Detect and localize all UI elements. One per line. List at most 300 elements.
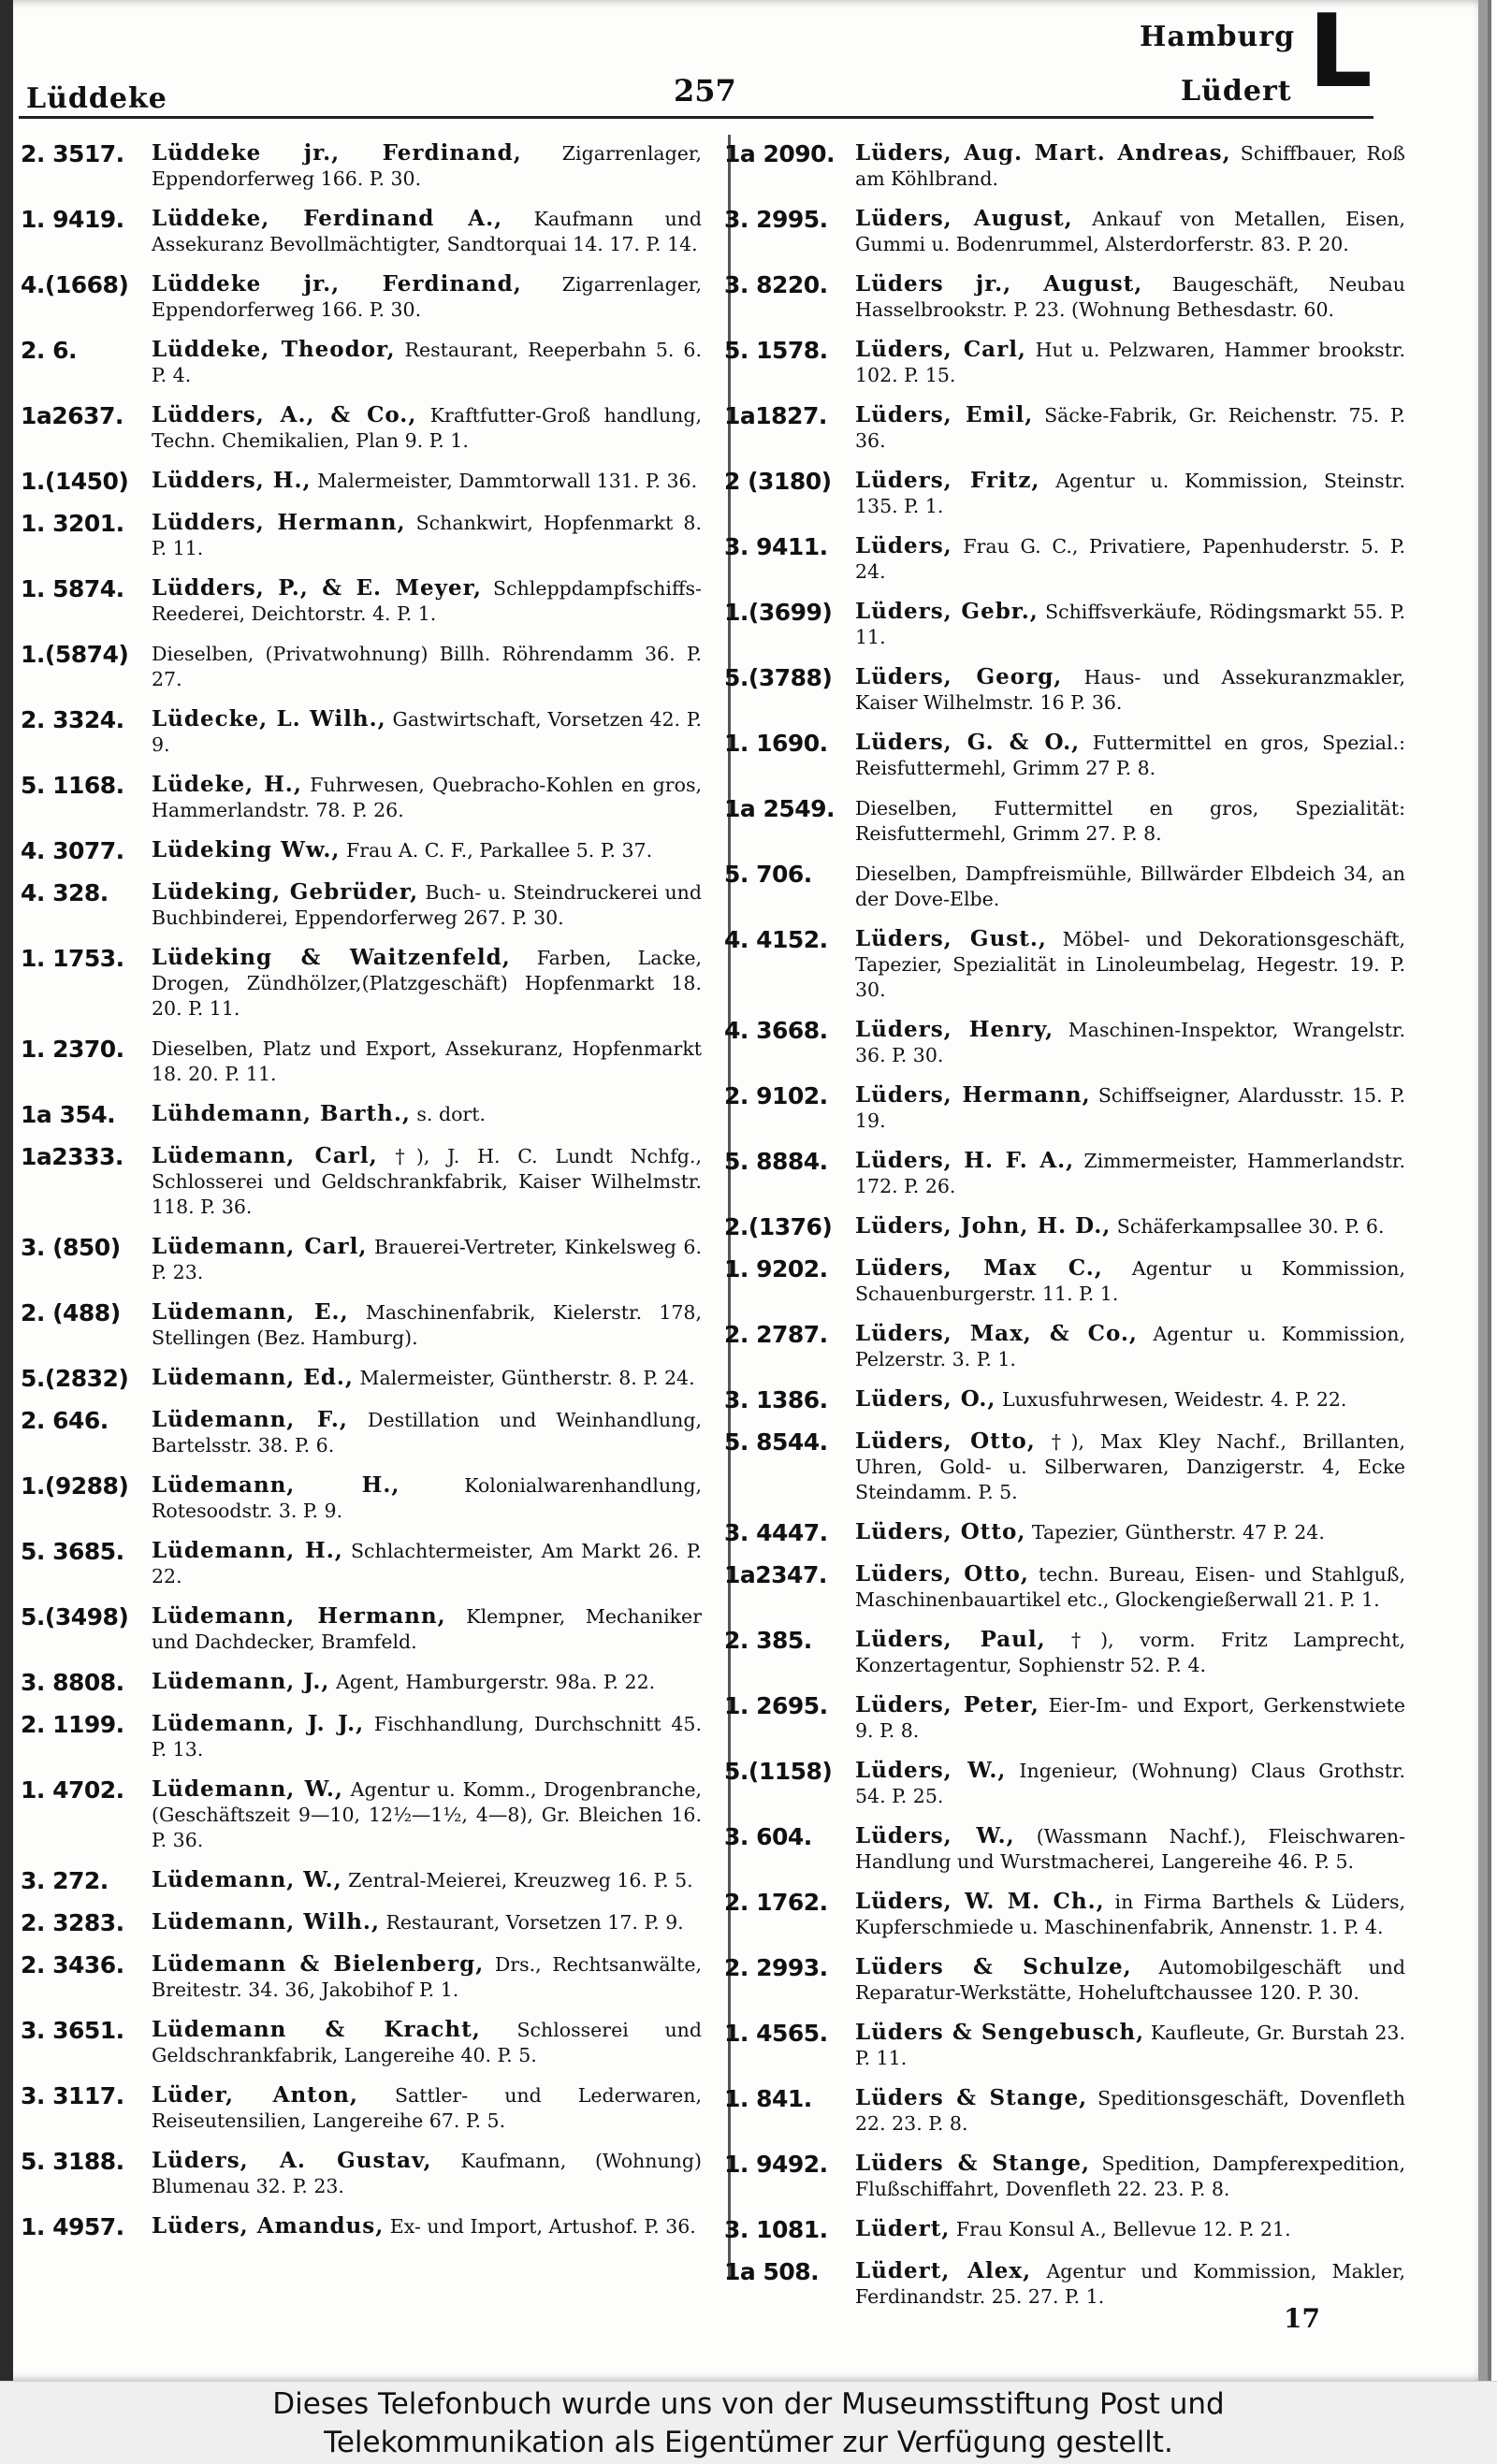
directory-entry — [21, 468, 702, 496]
entry-details: Frau A. C. F., Parkallee 5. P. 37. — [345, 839, 653, 862]
entry-body — [152, 945, 702, 1022]
entry-details: Ingenieur, (Wohnung) Claus Grothstr. 54. P. 25. — [855, 1760, 1405, 1807]
phone-number: 1a2347. — [724, 1561, 827, 1588]
directory-entry — [724, 1954, 1405, 2006]
directory-entry — [21, 1234, 702, 1285]
entry-body — [152, 1472, 702, 1524]
entry-details: Luxusfuhrwesen, Weidestr. 4. P. 22. — [1001, 1388, 1347, 1411]
directory-entry — [21, 1472, 702, 1524]
right-column — [724, 140, 1405, 2308]
entry-details: Zigarrenlager, Eppendorferweg 166. P. 30. — [152, 142, 702, 190]
entry-body — [855, 2085, 1405, 2137]
subscriber-name: Lüdemann, F., — [152, 1407, 348, 1432]
phone-number: 3. 1386. — [724, 1386, 828, 1413]
subscriber-name: Lüders, Aug. Mart. Andreas, — [855, 140, 1231, 166]
phone-number: 4. 4152. — [724, 926, 828, 953]
entry-details: Kaufmann, (Wohnung) Blumenau 32. P. 23. — [152, 2150, 702, 2197]
entry-details: Dieselben, Platz und Export, Assekuranz, Hopfenmarkt 18. 20. P. 11. — [152, 1037, 702, 1085]
directory-entry — [724, 730, 1405, 781]
directory-entry — [21, 879, 702, 931]
entry-details: Schankwirt, Hopfenmarkt 8. P. 11. — [152, 512, 702, 559]
subscriber-name: Lüdders, Hermann, — [152, 510, 406, 535]
directory-entry — [724, 795, 1405, 847]
directory-entry — [724, 402, 1405, 454]
entry-body — [855, 402, 1405, 454]
phone-number: 1. 9492. — [724, 2151, 828, 2178]
subscriber-name: Lüdemann, H., — [152, 1538, 343, 1563]
entry-details: Möbel- und Dekorationsgeschäft, Tapezier, Spezialität in Linoleumbelag, Hegestr. 19. P. 30. — [855, 928, 1405, 1001]
directory-entry — [21, 1143, 702, 1220]
entry-body — [855, 1823, 1405, 1875]
phone-number: 1. 1753. — [21, 945, 124, 972]
entry-body — [855, 468, 1405, 519]
phone-number: 3. 604. — [724, 1823, 812, 1850]
entry-details: Kaufleute, Gr. Burstah 23. P. 11. — [855, 2022, 1405, 2069]
subscriber-name: Lüdders, P., & E. Meyer, — [152, 575, 483, 601]
directory-entry — [21, 1538, 702, 1589]
phone-number: 1. 2370. — [21, 1036, 124, 1063]
entry-details: Malermeister, Güntherstr. 8. P. 24. — [359, 1367, 695, 1389]
entry-body — [855, 2151, 1405, 2202]
subscriber-name: Lühdemann, Barth., — [152, 1101, 411, 1126]
phone-number: 1. 2695. — [724, 1692, 828, 1719]
phone-number: 3. 8220. — [724, 271, 828, 298]
directory-entry — [724, 206, 1405, 257]
entry-details: Fischhandlung, Durchschnitt 45. P. 13. — [152, 1713, 702, 1761]
entry-body — [855, 1321, 1405, 1372]
phone-number: 1a2333. — [21, 1143, 124, 1170]
subscriber-name: Lüdert, — [855, 2216, 951, 2241]
subscriber-name: Lüddeke jr., Ferdinand, — [152, 271, 522, 297]
subscriber-name: Lüders, Gebr., — [855, 599, 1039, 624]
subscriber-name: Lüdders, H., — [152, 468, 312, 493]
entry-details: Tapezier, Güntherstr. 47 P. 24. — [1031, 1521, 1325, 1544]
subscriber-name: Lüders, Henry, — [855, 1017, 1054, 1042]
subscriber-name: Lüders, Gust., — [855, 926, 1047, 951]
copyright-footer — [0, 2381, 1497, 2464]
subscriber-name: Lüders, Paul, — [855, 1627, 1046, 1652]
subscriber-name: Lüdemann, Carl, — [152, 1234, 368, 1259]
directory-entry — [21, 2017, 702, 2068]
phone-number: 3. 8808. — [21, 1669, 124, 1696]
directory-entry — [21, 206, 702, 257]
entry-details: Speditionsgeschäft, Dovenfleth 22. 23. P. 8. — [855, 2087, 1405, 2135]
entry-details: Säcke-Fabrik, Gr. Reichenstr. 75. P. 36. — [855, 404, 1405, 452]
phone-number: 1a 508. — [724, 2258, 820, 2285]
entry-body — [152, 772, 702, 823]
phone-number: 1. 4957. — [21, 2213, 124, 2240]
entry-details: Schiffseigner, Alardusstr. 15. P. 19. — [855, 1084, 1405, 1132]
directory-entry — [724, 861, 1405, 912]
phone-number: 1.(9288) — [21, 1472, 129, 1500]
sheet-number: 17 — [1284, 2303, 1320, 2334]
phone-number: 3. (850) — [21, 1234, 121, 1261]
phone-number: 3. 3651. — [21, 2017, 124, 2044]
entry-body — [855, 2020, 1405, 2071]
subscriber-name: Lüders, — [855, 533, 952, 558]
subscriber-name: Lüders & Schulze, — [855, 1954, 1132, 1979]
subscriber-name: Lüdemann, E., — [152, 1299, 349, 1325]
entry-body — [152, 1143, 702, 1220]
phone-number: 5. 3685. — [21, 1538, 124, 1565]
directory-entry — [21, 2148, 702, 2199]
subscriber-name: Lüdemann & Kracht, — [152, 2017, 481, 2042]
entry-body — [152, 1036, 702, 1087]
subscriber-name: Lüders, Otto, — [855, 1519, 1026, 1544]
directory-entry — [724, 2151, 1405, 2202]
entry-details: Agentur und Kommission, Makler, Ferdinandstr. 25. 27. P. 1. — [855, 2260, 1405, 2308]
entry-details: Maschinen-Inspektor, Wrangelstr. 36. P. 30. — [855, 1019, 1405, 1066]
phone-number: 3. 1081. — [724, 2216, 828, 2243]
phone-number: 2. 9102. — [724, 1082, 828, 1109]
entry-body — [152, 575, 702, 627]
entry-body — [855, 337, 1405, 388]
entry-body — [152, 1951, 702, 2003]
phone-number: 3. 3117. — [21, 2082, 124, 2109]
entry-details: †), vorm. Fritz Lamprecht, Konzertagentur, Sophienstr 52. P. 4. — [855, 1629, 1405, 1676]
subscriber-name: Lüdert, Alex, — [855, 2258, 1032, 2283]
subscriber-name: Lüdemann & Bielenberg, — [152, 1951, 485, 1977]
entry-body — [855, 1692, 1405, 1744]
directory-entry — [21, 1407, 702, 1458]
header-rule — [19, 116, 1373, 119]
subscriber-name: Lüders, Carl, — [855, 337, 1026, 362]
entry-body — [855, 140, 1405, 192]
phone-number: 5.(2832) — [21, 1365, 129, 1392]
subscriber-name: Lüders, Otto, — [855, 1561, 1029, 1587]
subscriber-name: Lüders, Hermann, — [855, 1082, 1091, 1108]
entry-body — [152, 1867, 702, 1893]
directory-entry — [21, 510, 702, 561]
subscriber-name: Lüdemann, J., — [152, 1669, 330, 1694]
directory-entry — [724, 271, 1405, 323]
entry-body — [855, 1627, 1405, 1678]
phone-number: 3. 4447. — [724, 1519, 828, 1546]
entry-body — [855, 1386, 1405, 1413]
entry-details: Klempner, Mechaniker und Dachdecker, Bramfeld. — [152, 1605, 702, 1653]
entry-body — [152, 1365, 702, 1391]
entry-body — [855, 2216, 1405, 2242]
directory-entry — [21, 1299, 702, 1351]
entry-details: Zimmermeister, Hammerlandstr. 172. P. 26. — [855, 1150, 1405, 1197]
directory-entry — [724, 2258, 1405, 2310]
phone-number: 4. 3077. — [21, 837, 124, 864]
directory-entry — [21, 1711, 702, 1762]
entry-details: Schiffbauer, Roß am Köhlbrand. — [855, 142, 1405, 190]
entry-details: Agentur u Kommission, Schauenburgerstr. 11. P. 1. — [855, 1257, 1405, 1305]
phone-number: 2. 6. — [21, 337, 77, 364]
directory-entry — [724, 140, 1405, 192]
subscriber-name: Lüders, John, H. D., — [855, 1213, 1112, 1239]
directory-entry — [724, 2085, 1405, 2137]
entry-details: †), Max Kley Nachf., Brillanten, Uhren, Gold- u. Silberwaren, Danzigerstr. 4, Ecke Steindamm. P. 5. — [855, 1430, 1405, 1503]
directory-entry — [21, 2213, 702, 2241]
entry-body — [855, 1255, 1405, 1307]
entry-details: Farben, Lacke, Drogen, Zündhölzer,(Platzgeschäft) Hopfenmarkt 18. 20. P. 11. — [152, 947, 702, 1020]
subscriber-name: Lüdemann, Ed., — [152, 1365, 354, 1390]
directory-entry — [724, 468, 1405, 519]
entry-body — [855, 1561, 1405, 1613]
directory-entry — [21, 1101, 702, 1129]
entry-body — [152, 641, 702, 692]
entry-details: Haus- und Assekuranzmakler, Kaiser Wilhelmstr. 16 P. 36. — [855, 666, 1405, 714]
phone-number: 5.(3498) — [21, 1603, 129, 1631]
entry-body — [855, 1082, 1405, 1134]
phone-number: 5.(1158) — [724, 1758, 833, 1785]
directory-entry — [724, 1082, 1405, 1134]
subscriber-name: Lüdemann, H., — [152, 1472, 400, 1498]
entry-details: †), J. H. C. Lundt Nchfg., Schlosserei und Geldschrankfabrik, Kaiser Wilhelmstr. 118. P. 36. — [152, 1145, 702, 1218]
page-edge-right — [1478, 0, 1488, 2381]
entry-details: Restaurant, Reeperbahn 5. 6. P. 4. — [152, 339, 702, 386]
entry-details: Dieselben, (Privatwohnung) Billh. Röhrendamm 36. P. 27. — [152, 643, 702, 690]
subscriber-name: Lüddeke, Theodor, — [152, 337, 396, 362]
subscriber-name: Lüders, Max C., — [855, 1255, 1103, 1281]
entry-body — [855, 2258, 1405, 2310]
phone-number: 2. 646. — [21, 1407, 109, 1434]
footer-line-1: Dieses Telefonbuch wurde uns von der Museumsstiftung Post und — [272, 2387, 1225, 2421]
entry-body — [152, 1669, 702, 1695]
directory-entry — [724, 1889, 1405, 1940]
directory-entry — [21, 1603, 702, 1655]
entry-body — [855, 795, 1405, 847]
phone-number: 2. 3324. — [21, 706, 124, 733]
subscriber-name: Lüdemann, Hermann, — [152, 1603, 446, 1629]
entry-details: Kaufmann und Assekuranz Bevollmächtigter, Sandtorquai 14. 17. P. 14. — [152, 208, 702, 255]
phone-number: 2. 3517. — [21, 140, 124, 167]
entry-body — [855, 730, 1405, 781]
directory-entry — [724, 1823, 1405, 1875]
phone-number: 2. 385. — [724, 1627, 812, 1654]
entry-body — [152, 271, 702, 323]
directory-entry — [21, 1036, 702, 1087]
phone-number: 1. 9202. — [724, 1255, 828, 1283]
phone-number: 3. 9411. — [724, 533, 828, 560]
phone-number: 4.(1668) — [21, 271, 129, 298]
phone-number: 5. 1168. — [21, 772, 124, 799]
entry-body — [152, 1538, 702, 1589]
entry-details: Automobilgeschäft und Reparatur-Werkstätte, Hoheluftchaussee 120. P. 30. — [855, 1956, 1405, 2004]
entry-body — [152, 2213, 702, 2239]
phone-number: 1.(1450) — [21, 468, 129, 495]
subscriber-name: Lüders, Peter, — [855, 1692, 1039, 1718]
entry-body — [152, 1776, 702, 1853]
phone-number: 2. 3283. — [21, 1909, 124, 1936]
entry-body — [152, 337, 702, 388]
entry-details: Destillation und Weinhandlung, Bartelsstr. 38. P. 6. — [152, 1409, 702, 1457]
entry-details: Maschinenfabrik, Kielerstr. 178, Stellingen (Bez. Hamburg). — [152, 1301, 702, 1349]
directory-entry — [21, 337, 702, 388]
phone-number: 1a 354. — [21, 1101, 116, 1128]
entry-details: Malermeister, Dammtorwall 131. P. 36. — [317, 470, 698, 492]
phone-number: 1. 4565. — [724, 2020, 828, 2047]
entry-details: Agent, Hamburgerstr. 98a. P. 22. — [335, 1671, 656, 1693]
directory-entry — [21, 402, 702, 454]
subscriber-name: Lüders, Fritz, — [855, 468, 1040, 493]
entry-body — [152, 1299, 702, 1351]
subscriber-name: Lüdders, A., & Co., — [152, 402, 417, 428]
entry-details: Ankauf von Metallen, Eisen, Gummi u. Bodenrummel, Alsterdorferstr. 83. P. 20. — [855, 208, 1405, 255]
header-last-entry: Lüdert — [1181, 75, 1292, 108]
entry-body — [152, 140, 702, 192]
directory-entry — [21, 1909, 702, 1937]
phone-number: 3. 2995. — [724, 206, 828, 233]
directory-entry — [21, 575, 702, 627]
entry-body — [152, 1909, 702, 1935]
footer-line-2: Telekommunikation als Eigentümer zur Verfügung gestellt. — [324, 2426, 1173, 2459]
subscriber-name: Lüdeking Ww., — [152, 837, 341, 862]
phone-number: 1. 841. — [724, 2085, 812, 2112]
entry-details: Fuhrwesen, Quebracho-Kohlen en gros, Hammerlandstr. 78. P. 26. — [152, 774, 702, 821]
entry-details: Kolonialwarenhandlung, Rotesoodstr. 3. P. 9. — [152, 1474, 702, 1522]
directory-entry — [21, 1669, 702, 1697]
entry-body — [152, 1234, 702, 1285]
directory-entry — [21, 140, 702, 192]
entry-body — [855, 1519, 1405, 1545]
directory-entry — [724, 1758, 1405, 1809]
directory-entry — [21, 772, 702, 823]
entry-details: Kraftfutter-Groß handlung, Techn. Chemikalien, Plan 9. P. 1. — [152, 404, 702, 452]
directory-entry — [21, 1365, 702, 1393]
subscriber-name: Lüdemann, Wilh., — [152, 1909, 380, 1935]
entry-body — [152, 402, 702, 454]
entry-details: Schlosserei und Geldschrankfabrik, Langereihe 40. P. 5. — [152, 2019, 702, 2066]
entry-body — [152, 1101, 702, 1127]
phone-number: 1. 4702. — [21, 1776, 124, 1804]
subscriber-name: Lüders, W. M. Ch., — [855, 1889, 1105, 1914]
subscriber-name: Lüders, O., — [855, 1386, 996, 1412]
subscriber-name: Lüdeking, Gebrüder, — [152, 879, 419, 905]
entry-details: s. dort. — [416, 1103, 486, 1125]
phone-number: 3. 272. — [21, 1867, 109, 1894]
entry-body — [855, 861, 1405, 912]
header-page-number: 257 — [674, 73, 736, 109]
phone-number: 1a2637. — [21, 402, 124, 429]
subscriber-name: Lüddeke, Ferdinand A., — [152, 206, 503, 231]
phone-number: 1.(3699) — [724, 599, 833, 626]
directory-entry — [724, 1519, 1405, 1547]
entry-details: Gastwirtschaft, Vorsetzen 42. P. 9. — [152, 708, 702, 756]
phone-number: 5. 1578. — [724, 337, 828, 364]
entry-details: Dieselben, Dampfreismühle, Billwärder Elbdeich 34, an der Dove-Elbe. — [855, 862, 1405, 910]
entry-details: (Wassmann Nachf.), Fleischwaren-Handlung und Wurstmacherei, Langereihe 46. P. 5. — [855, 1825, 1405, 1873]
entry-body — [152, 1603, 702, 1655]
entry-body — [855, 664, 1405, 716]
entry-body — [855, 1889, 1405, 1940]
entry-details: Hut u. Pelzwaren, Hammer brookstr. 102. P. 15. — [855, 339, 1405, 386]
entry-details: Schlachtermeister, Am Markt 26. P. 22. — [152, 1540, 702, 1587]
entry-body — [855, 926, 1405, 1003]
entry-details: Eier-Im- und Export, Gerkenstwiete 9. P. 8. — [855, 1694, 1405, 1742]
phone-number: 5. 3188. — [21, 2148, 124, 2175]
subscriber-name: Lüders, August, — [855, 206, 1073, 231]
entry-details: Sattler- und Lederwaren, Reiseutensilien, Langereihe 67. P. 5. — [152, 2084, 702, 2132]
subscriber-name: Lüdemann, W., — [152, 1867, 342, 1892]
entry-body — [152, 1711, 702, 1762]
directory-entry — [724, 2216, 1405, 2244]
subscriber-name: Lüder, Anton, — [152, 2082, 358, 2108]
subscriber-name: Lüddeke jr., Ferdinand, — [152, 140, 522, 166]
phone-number: 2. 1199. — [21, 1711, 124, 1738]
directory-entry — [724, 1692, 1405, 1744]
phone-number: 5.(3788) — [724, 664, 833, 691]
directory-entry — [724, 1213, 1405, 1241]
phone-number: 1. 9419. — [21, 206, 124, 233]
entry-details: Restaurant, Vorsetzen 17. P. 9. — [385, 1911, 684, 1934]
phone-number: 1a1827. — [724, 402, 827, 429]
entry-body — [152, 468, 702, 494]
entry-body — [855, 1428, 1405, 1505]
phone-number: 2. 2993. — [724, 1954, 828, 1981]
directory-entry — [724, 1627, 1405, 1678]
entry-details: Ex- und Import, Artushof. P. 36. — [389, 2215, 696, 2238]
directory-entry — [21, 1776, 702, 1853]
subscriber-name: Lüders, A. Gustav, — [152, 2148, 432, 2173]
entry-details: Agentur u. Kommission, Pelzerstr. 3. P. 1. — [855, 1323, 1405, 1370]
section-letter: L — [1308, 0, 1373, 110]
entry-details: Frau G. C., Privatiere, Papenhuderstr. 5. P. 24. — [855, 535, 1405, 583]
entry-body — [855, 1148, 1405, 1199]
entry-body — [152, 879, 702, 931]
entry-body — [855, 599, 1405, 650]
entry-details: techn. Bureau, Eisen- und Stahlguß, Maschinenbauartikel etc., Glockengießerwall 21. P. 1. — [855, 1563, 1405, 1611]
entry-body — [855, 1758, 1405, 1809]
directory-entry — [724, 337, 1405, 388]
subscriber-name: Lüdemann, Carl, — [152, 1143, 378, 1168]
entry-body — [152, 2017, 702, 2068]
phone-number: 1.(5874) — [21, 641, 129, 668]
entry-details: Buch- u. Steindruckerei und Buchbinderei, Eppendorferweg 267. P. 30. — [152, 881, 702, 929]
page-edge-left — [0, 0, 13, 2381]
subscriber-name: Lüders & Stange, — [855, 2085, 1088, 2110]
entry-details: Drs., Rechtsanwälte, Breitestr. 34. 36, Jakobihof P. 1. — [152, 1953, 702, 2001]
subscriber-name: Lüders, Emil, — [855, 402, 1034, 428]
subscriber-name: Lüdecke, L. Wilh., — [152, 706, 386, 732]
subscriber-name: Lüders, Max, & Co., — [855, 1321, 1138, 1346]
subscriber-name: Lüders, Otto, — [855, 1428, 1036, 1454]
subscriber-name: Lüders jr., August, — [855, 271, 1143, 297]
phone-number: 2. 1762. — [724, 1889, 828, 1916]
directory-entry — [724, 664, 1405, 716]
subscriber-name: Lüdemann, J. J., — [152, 1711, 365, 1736]
directory-entry — [724, 2020, 1405, 2071]
directory-entry — [724, 1321, 1405, 1372]
directory-entry — [21, 2082, 702, 2134]
entry-details: Agentur u. Kommission, Steinstr. 135. P. 1. — [855, 470, 1405, 517]
entry-body — [152, 2082, 702, 2134]
entry-body — [152, 206, 702, 257]
directory-entry — [724, 1386, 1405, 1414]
phone-number: 1. 3201. — [21, 510, 124, 537]
entry-details: Schiffsverkäufe, Rödingsmarkt 55. P. 11. — [855, 601, 1405, 648]
entry-details: Frau Konsul A., Bellevue 12. P. 21. — [955, 2218, 1291, 2240]
directory-entry — [724, 1255, 1405, 1307]
phone-number: 1. 1690. — [724, 730, 828, 757]
subscriber-name: Lüders, W., — [855, 1823, 1015, 1848]
directory-entry — [724, 926, 1405, 1003]
entry-details: in Firma Barthels & Lüders, Kupferschmiede u. Maschinenfabrik, Annenstr. 1. P. 4. — [855, 1891, 1405, 1938]
entry-body — [855, 533, 1405, 585]
phone-number: 2. (488) — [21, 1299, 121, 1326]
entry-details: Zentral-Meierei, Kreuzweg 16. P. 5. — [348, 1869, 693, 1891]
entry-details: Dieselben, Futtermittel en gros, Spezialität: Reisfuttermehl, Grimm 27. P. 8. — [855, 797, 1405, 845]
entry-details: Agentur u. Komm., Drogenbranche, (Geschäftszeit 9—10, 12½—1½, 4—8), Gr. Bleichen 16. P. 36. — [152, 1778, 702, 1851]
phone-number: 2.(1376) — [724, 1213, 833, 1240]
entry-body — [855, 1954, 1405, 2006]
entry-body — [855, 206, 1405, 257]
entry-details: Baugeschäft, Neubau Hasselbrookstr. P. 23. (Wohnung Bethesdastr. 60. — [855, 273, 1405, 321]
entry-body — [855, 1213, 1405, 1239]
